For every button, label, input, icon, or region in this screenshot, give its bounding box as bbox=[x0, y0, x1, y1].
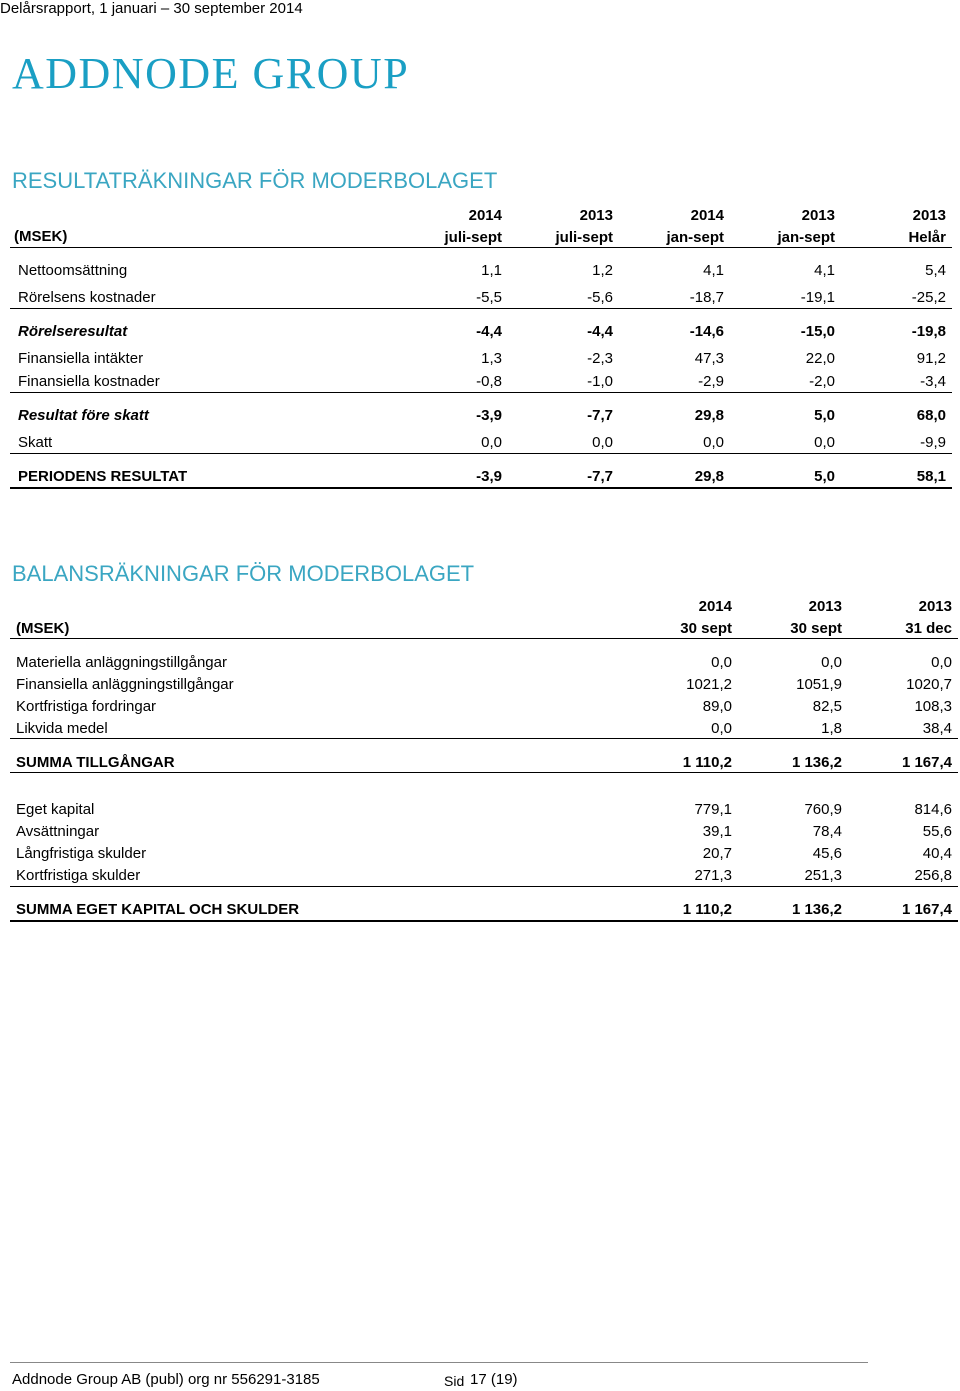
balance-row-label: SUMMA TILLGÅNGAR bbox=[16, 754, 175, 771]
income-statement-title: RESULTATRÄKNINGAR FÖR MODERBOLAGET bbox=[12, 168, 498, 193]
income-cell: 29,8 bbox=[694, 407, 724, 424]
balance-header-rule bbox=[10, 638, 958, 639]
income-cell: -0,8 bbox=[476, 373, 502, 390]
income-col-3-year: 2014 bbox=[690, 207, 724, 224]
income-cell: 0,0 bbox=[481, 434, 502, 451]
income-rule bbox=[10, 392, 952, 393]
income-col-5-period: Helår bbox=[908, 229, 946, 246]
balance-row-label: SUMMA EGET KAPITAL OCH SKULDER bbox=[16, 901, 300, 918]
income-col-5-year: 2013 bbox=[912, 207, 946, 224]
income-cell: -5,5 bbox=[476, 289, 502, 306]
balance-col-1-year: 2014 bbox=[698, 598, 732, 615]
balance-cell: 1,8 bbox=[821, 720, 842, 737]
income-cell: -19,1 bbox=[800, 289, 835, 306]
balance-cell: 20,7 bbox=[702, 845, 732, 862]
balance-cell: 1051,9 bbox=[796, 676, 842, 693]
balance-cell: 760,9 bbox=[804, 801, 842, 818]
income-cell: 0,0 bbox=[592, 434, 613, 451]
income-cell: -3,4 bbox=[920, 373, 946, 390]
income-cell: 91,2 bbox=[916, 350, 946, 367]
balance-sheet-title: BALANSRÄKNINGAR FÖR MODERBOLAGET bbox=[12, 561, 475, 586]
balance-cell: 1 167,4 bbox=[901, 754, 952, 771]
balance-cell: 1 110,2 bbox=[682, 901, 732, 918]
company-logo: ADDNODE GROUP bbox=[12, 49, 410, 98]
balance-row-label: Långfristiga skulder bbox=[16, 845, 147, 862]
balance-row-label: Finansiella anläggningstillgångar bbox=[16, 676, 234, 693]
balance-row-label: Kortfristiga skulder bbox=[16, 867, 141, 884]
balance-row-label: Eget kapital bbox=[16, 801, 95, 818]
income-col-1-period: juli-sept bbox=[444, 229, 502, 246]
balance-row-label: Likvida medel bbox=[16, 720, 108, 737]
balance-cell: 1 167,4 bbox=[901, 901, 952, 918]
balance-cell: 108,3 bbox=[914, 698, 952, 715]
balance-col-1-period: 30 sept bbox=[680, 620, 732, 637]
balance-cell: 1021,2 bbox=[686, 676, 732, 693]
income-cell: -15,0 bbox=[800, 323, 835, 340]
report-header: Delårsrapport, 1 januari – 30 september 2014 bbox=[0, 0, 303, 17]
balance-row-label: Materiella anläggningstillgångar bbox=[16, 654, 227, 671]
balance-cell: 55,6 bbox=[922, 823, 952, 840]
footer-rule bbox=[10, 1362, 868, 1363]
income-rule bbox=[10, 308, 952, 309]
income-cell: -3,9 bbox=[476, 407, 502, 424]
balance-rule bbox=[10, 886, 958, 887]
income-rule bbox=[10, 453, 952, 454]
balance-cell: 0,0 bbox=[821, 654, 842, 671]
balance-cell: 39,1 bbox=[702, 823, 732, 840]
income-cell: 5,0 bbox=[814, 407, 835, 424]
footer-page-prefix: Sid bbox=[444, 1373, 465, 1389]
income-cell: -1,0 bbox=[587, 373, 613, 390]
income-total-rule bbox=[10, 487, 952, 489]
balance-row-label: Kortfristiga fordringar bbox=[16, 698, 157, 715]
balance-cell: 251,3 bbox=[804, 867, 842, 884]
income-cell: 22,0 bbox=[805, 350, 835, 367]
income-row-label: Nettoomsättning bbox=[18, 262, 128, 279]
balance-cell: 779,1 bbox=[694, 801, 732, 818]
balance-cell: 1 136,2 bbox=[791, 901, 842, 918]
income-cell: 0,0 bbox=[703, 434, 724, 451]
income-cell: -5,6 bbox=[587, 289, 613, 306]
income-cell: 1,2 bbox=[592, 262, 613, 279]
footer-page-number: 17 (19) bbox=[470, 1371, 518, 1388]
income-unit-label: (MSEK) bbox=[14, 228, 68, 245]
balance-cell: 45,6 bbox=[812, 845, 842, 862]
balance-cell: 89,0 bbox=[702, 698, 732, 715]
footer-company: Addnode Group AB (publ) org nr 556291-3185 bbox=[12, 1371, 320, 1388]
income-cell: 4,1 bbox=[814, 262, 835, 279]
income-cell: -2,9 bbox=[698, 373, 724, 390]
income-col-1-year: 2014 bbox=[468, 207, 502, 224]
balance-cell: 1 136,2 bbox=[791, 754, 842, 771]
income-cell: -9,9 bbox=[920, 434, 946, 451]
income-row-label: Rörelseresultat bbox=[18, 323, 128, 340]
balance-cell: 40,4 bbox=[922, 845, 952, 862]
income-cell: -4,4 bbox=[476, 323, 502, 340]
income-cell: -4,4 bbox=[587, 323, 613, 340]
income-cell: 5,4 bbox=[925, 262, 946, 279]
income-row-label: Skatt bbox=[18, 434, 53, 451]
income-cell: 0,0 bbox=[814, 434, 835, 451]
income-row-label: Rörelsens kostnader bbox=[18, 289, 156, 306]
income-row-label: PERIODENS RESULTAT bbox=[18, 468, 188, 485]
balance-rule bbox=[10, 772, 958, 773]
balance-cell: 1 110,2 bbox=[682, 754, 732, 771]
income-row-label: Finansiella intäkter bbox=[18, 350, 144, 367]
balance-cell: 82,5 bbox=[812, 698, 842, 715]
income-cell: 58,1 bbox=[916, 468, 946, 485]
balance-cell: 38,4 bbox=[922, 720, 952, 737]
balance-cell: 1020,7 bbox=[906, 676, 952, 693]
balance-cell: 0,0 bbox=[711, 720, 732, 737]
balance-total-rule bbox=[10, 920, 958, 922]
balance-col-2-period: 30 sept bbox=[790, 620, 842, 637]
balance-cell: 256,8 bbox=[914, 867, 952, 884]
balance-rule bbox=[10, 738, 958, 739]
income-cell: -25,2 bbox=[911, 289, 946, 306]
income-col-2-year: 2013 bbox=[579, 207, 613, 224]
income-cell: -3,9 bbox=[476, 468, 502, 485]
balance-cell: 814,6 bbox=[914, 801, 952, 818]
income-cell: 1,1 bbox=[481, 262, 502, 279]
balance-cell: 78,4 bbox=[812, 823, 842, 840]
income-cell: 68,0 bbox=[916, 407, 946, 424]
balance-col-2-year: 2013 bbox=[808, 598, 842, 615]
income-cell: -2,3 bbox=[587, 350, 613, 367]
balance-unit-label: (MSEK) bbox=[16, 620, 70, 637]
income-col-4-year: 2013 bbox=[801, 207, 835, 224]
income-col-4-period: jan-sept bbox=[777, 229, 835, 246]
income-row-label: Resultat före skatt bbox=[18, 407, 149, 424]
income-cell: 29,8 bbox=[694, 468, 724, 485]
income-row-label: Finansiella kostnader bbox=[18, 373, 160, 390]
income-cell: 4,1 bbox=[703, 262, 724, 279]
income-col-2-period: juli-sept bbox=[555, 229, 613, 246]
income-cell: 47,3 bbox=[694, 350, 724, 367]
income-cell: -2,0 bbox=[809, 373, 835, 390]
balance-col-3-year: 2013 bbox=[918, 598, 952, 615]
income-col-3-period: jan-sept bbox=[666, 229, 724, 246]
balance-cell: 0,0 bbox=[711, 654, 732, 671]
income-cell: -14,6 bbox=[689, 323, 724, 340]
income-cell: -7,7 bbox=[587, 468, 613, 485]
income-header-rule bbox=[10, 247, 952, 248]
income-cell: 5,0 bbox=[814, 468, 835, 485]
balance-cell: 0,0 bbox=[931, 654, 952, 671]
balance-cell: 271,3 bbox=[694, 867, 732, 884]
income-cell: 1,3 bbox=[481, 350, 502, 367]
income-cell: -19,8 bbox=[911, 323, 946, 340]
income-cell: -18,7 bbox=[689, 289, 724, 306]
balance-col-3-period: 31 dec bbox=[905, 620, 952, 637]
income-cell: -7,7 bbox=[587, 407, 613, 424]
balance-row-label: Avsättningar bbox=[16, 823, 100, 840]
